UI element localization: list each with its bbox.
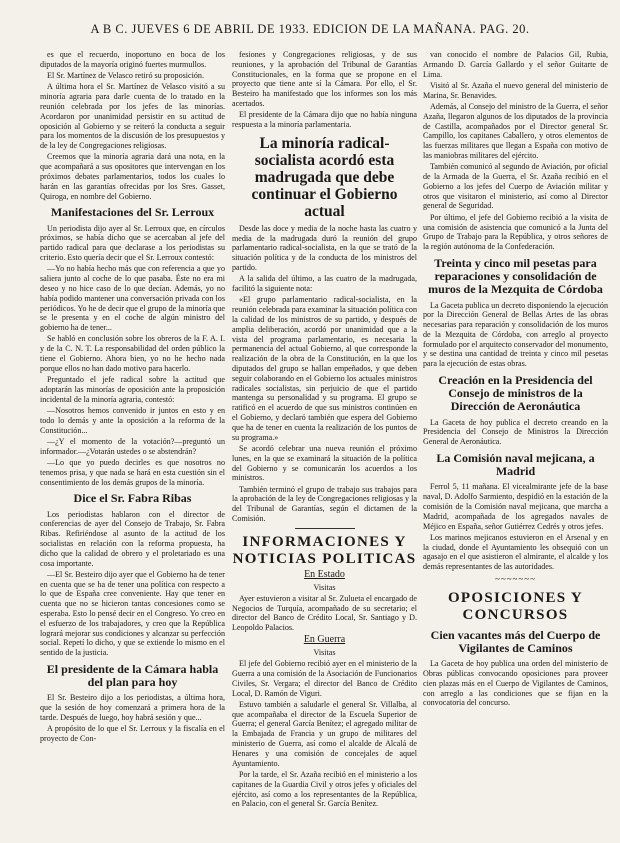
paragraph: El presidente de la Cámara dijo que no había ninguna respuesta a la minoría parlamentaria. [232,110,417,130]
headline-vigilantes-caminos: Cien vacantes más del Cuerpo de Vigilantes de Caminos [430,627,601,656]
headline-mezquita-cordoba: Treinta y cinco mil pesetas para reparaciones y consolidación de muros de la Mezquita de Córdoba [428,255,603,297]
paragraph: Visitó al Sr. Azaña el nuevo general del ministerio de Marina, Sr. Benavides. [423,80,608,100]
paragraph: Por la tarde, el Sr. Azaña recibió en el ministerio a los capitanes de la Guardia Civil y otros jefes y oficiales del ejército, así como a los representantes de la República, en Palacio, con el general Sr. García Benítez. [232,769,417,809]
headline-lerroux: Manifestaciones del Sr. Lerroux [50,205,215,220]
column-1 [40,50,225,840]
subhead-guerra: En Guerra [303,634,346,646]
paragraph: Ferrol 5, 11 mañana. El vicealmirante jefe de la base naval, D. Adolfo Sarmiento, despidió en la estación de la comisión de la Comisión naval mejicana, que marcha a Madrid, acompañada de los agregados navales de Méjico en España, señor Gutiérrez Cedrés y otros jefes. [423,482,608,531]
paragraph: Se acordó celebrar una nueva reunión el próximo lunes, en la que se examinará la situación de la política del Gobierno y se comunicarán los acuerdos a los ministros. [232,443,417,483]
paragraph: —¿Y el momento de la votación?—preguntó un informador.—¿Votarán ustedes o se abstendrán? [40,436,225,456]
headline-comision-naval: La Comisión naval mejicana, a Madrid [436,451,595,479]
paragraph: También terminó el grupo de trabajo sus trabajos para la aprobación de la ley de Congregaciones religiosas y la del Tribunal de Garantías, según el dictamen de la Comisión. [232,484,417,523]
paragraph: van conocido el nombre de Palacios Gil, Rubia, Armando D. García Gallardo y el señor Guitarte de Lima. [423,50,608,79]
paragraph: —Nosotros hemos convenido ir juntos en esto y en todo lo demás y ante la oposición a la reforma de la Constitución... [40,405,225,435]
paragraph: Un periodista dijo ayer al Sr. Lerroux que, en círculos próximos, se había dicho que se acercaban al jefe del partido radical para que declarase a los periodistas su criterio. Esto quería decir que el Sr. Lerroux contestó: [40,223,225,263]
paragraph: Ayer estuvieron a visitar al Sr. Zulueta el encargado de Negocios de Turquía, acompañado de su secretario; el director del Banco de Crédito Local, Sr. Santiago y D. Leopoldo Palacios. [232,593,417,633]
paragraph: A propósito de lo que el Sr. Lerroux y la fiscalía en el proyecto de Con- [40,724,225,744]
paragraph: fesiones y Congregaciones religiosas, y de sus reuniones, y la aprobación del Tribunal de Garantías Constitucionales, en la forma que se propone en el proyecto que tiene ante sí la Cámara. Por ello, el Sr. Besteiro ha manifestado que los informes son los más acertados. [232,50,417,108]
paragraph: A última hora el Sr. Martínez de Velasco visitó a su minoría agraria para darle cuenta de lo tratado en la reunión celebrada por los jefes de las minorías. Acordaron por unanimidad persistir en su actitud de oposición al Gobierno y se reiteró la conducta a seguir para los momentos de la discusión de los presupuestos y de la ley de Congregaciones religiosas. [40,82,225,151]
paragraph: Por último, el jefe del Gobierno recibió a la visita de una comisión de asistencia que comunicó a la Junta del Grupo de Trabajo para la República, y otros señores de la región autónoma de la Confederación. [423,212,608,252]
paragraph: El Sr. Besteiro dijo a los periodistas, a última hora, que la sesión de hoy comenzará a primera hora de la tarde. Después de luego, hoy habrá sesión y que... [40,693,225,722]
paragraph: Estuvo también a saludarle el general Sr. Villalba, al que acompañaba el director de la Escuela Superior de Guerra; el general García Benítez; el agregado militar de la Embajada de Francia y un grupo de militares del ministerio de Guerra, así como el alcalde de Alcalá de Henares y una comisión de concejales de aquel Ayuntamiento. [232,699,417,768]
headline-aeronautica: Creación en la Presidencia del Consejo de ministros de la Dirección de Aeronáutica [438,373,593,414]
section-divider [295,528,355,529]
paragraph: Desde las doce y media de la noche hasta las cuatro y media de la madrugada duró la reunión del grupo parlamentario radical-socialista, en la que se trató de la situación política y de la conducta de los ministros del partido. [232,223,417,273]
paragraph: El jefe del Gobierno recibió ayer en el ministerio de la Guerra a una comisión de la Asociación de Funcionarios Civiles, Sr. Vergara; el director del Banco de Crédito Local, D. Ramón de Viguri. [232,659,417,698]
paragraph: La Gaceta de hoy publica una orden del ministerio de Obras públicas convocando oposiciones para proveer cien plazas más en el Cuerpo de Vigilantes de Caminos, con arreglo a las condiciones que se fijan en la convocatoria del concurso. [423,659,608,708]
headline-minoria-radical: La minoría radical-socialista acordó esta madrugada que debe continuar el Gobierno actual [251,134,398,220]
headline-oposiciones: OPOSICIONES Y CONCURSOS [447,589,584,623]
paragraph: Se habló en conclusión sobre los obreros de la F. A. I. y de la C. N. T. La responsabilidad del orden público la tiene el Gobierno. Ahora bien, yo no he hecho nada porque ellos no han dado motivo para hacerlo. [40,334,225,373]
subhead-estado: En Estado [304,568,345,580]
headline-informaciones: INFORMACIONES Y NOTICIAS POLITICAS [232,533,417,567]
ornament-divider: ~~~~~~~ [494,574,537,585]
subhead-visitas: Visitas [313,582,336,592]
paragraph: A la salida del último, a las cuatro de la madrugada, facilitó la siguiente nota: [232,274,417,294]
headline-fabra-ribas: Dice el Sr. Fabra Ribas [73,491,192,506]
masthead: A B C. JUEVES 6 DE ABRIL DE 1933. EDICION DE LA MAÑANA. PAG. 20. [90,22,530,36]
paragraph: El Sr. Martínez de Velasco retiró su proposición. [47,71,204,81]
paragraph: Creemos que la minoría agraria dará una nota, en la que acompañará a sus opositores que intervengan en los próximos debates parlamentarios, todos los cuales lo harán en las garantías ofrecidas por los Sres. Gasset, Quiroga, en nombre del Gobierno. [40,152,225,201]
paragraph: Los periodistas hablaron con el director de conferencias de ayer del Consejo de Trabajo, Sr. Fabra Ribas. Refiriéndose al asunto de la actitud de los socialistas en relación con la reforma propuesta, ha dicho que la calidad de obrero y el proletariado es una cosa importante. [40,509,225,568]
paragraph: También comunicó al segundo de Aviación, por oficial de la Armada de la Guerra, el Sr. Azaña recibió en el Gobierno a los jefes del Cuerpo de Aviación militar y otros que visitaron el ministerio, así como al Director general de Seguridad. [423,162,608,211]
headline-presidente-camara: El presidente de la Cámara habla del plan para hoy [46,662,219,690]
paragraph: —Lo que yo puedo decirles es que nosotros no tenemos prisa, y que nada se hará en esta cuestión sin el consentimiento de los demás grupos de la minoría. [40,457,225,487]
column-3 [423,50,608,840]
paragraph: La Gaceta publica un decreto disponiendo la ejecución por la Dirección General de Bellas Artes de las obras necesarias para reparación y consolidación de los muros de la Mezquita de Córdoba, con arreglo al proyecto formulado por el arquitecto conservador del monumento, y se destina una cantidad de treinta y cinco mil pesetas para la ejecución de estas obras. [423,300,608,369]
column-2 [232,50,417,840]
subhead-visitas: Visitas [313,647,336,657]
paragraph: Los marinos mejicanos estuvieron en el Arsenal y en la ciudad, donde el Ayuntamiento les obsequió con un agasajo en el que asistieron el almirante, el alcalde y los demás representantes de las autoridades. [423,532,608,572]
paragraph: Además, al Consejo del ministro de la Guerra, el señor Azaña, llegaron algunos de los diputados de la provincia de Castilla, acompañados por el Director general Sr. Campillo, los capitanes Caballero, y otros elementos de las fuerzas militares que llegan a España con motivo de las maniobras militares del ejército. [423,101,608,160]
paragraph: es que el recuerdo, inoportuno en boca de los diputados de la mayoría originó fuertes murmullos. [40,50,225,69]
paragraph: —El Sr. Besteiro dijo ayer que el Gobierno ha de tener en cuenta que se ha de tener una política con respecto a lo que de España cree conveniente. Hay que tener en cuenta que no se hicieron tantas concesiones como se esperaba. Esto lo pensé decir en el Congreso. Yo creo en el esfuerzo de los trabajadores, y creo que la República logrará mejorar sus condiciones y alcanzar su perfección social. Repetí lo dicho, y que se extiende lo mismo en el sentido de la justicia. [40,569,225,658]
paragraph: Preguntado el jefe radical sobre la actitud que adoptarán las minorías de oposición ante la proposición incidental de la minoría agraria, contestó: [40,375,225,404]
paragraph: La Gaceta de hoy publica el decreto creando en la Presidencia del Consejo de Ministros la Dirección General de Aeronáutica. [423,417,608,447]
paragraph: «El grupo parlamentario radical-socialista, en la reunión celebrada para examinar la situación política con la calidad de los ministros de su partido, y después de amplia deliberación, acordó por unanimidad que a la vista del programa parlamentario, es necesaria la permanencia del actual Gobierno, al que corresponde la realización de la obra de la Constitución, en la que los diputados del grupo se hallan empeñados, y que deben seguir colaborando en el Gobierno los actuales ministros radicales socialistas, sin perjuicio de que el partido mantenga su personalidad y su programa. El grupo se ratificó en el acuerdo de que sus ministros continúen en el Gobierno, y declaró también que espera del Gobierno que ha de tener en cuenta la realización de los puntos de su programa.» [232,295,417,442]
paragraph: —Yo no había hecho más que con referencia a que yo saliera junto al coche de lo que pasaba. Éste no era mi deseo y no hice caso de lo que decían. Además, yo no había podido mantener una conversación privada con los periódicos. Yo he de decir que el grupo de la minoría que se le presenta y en el coche de algún ministro del gobierno ha de tener... [40,264,225,333]
